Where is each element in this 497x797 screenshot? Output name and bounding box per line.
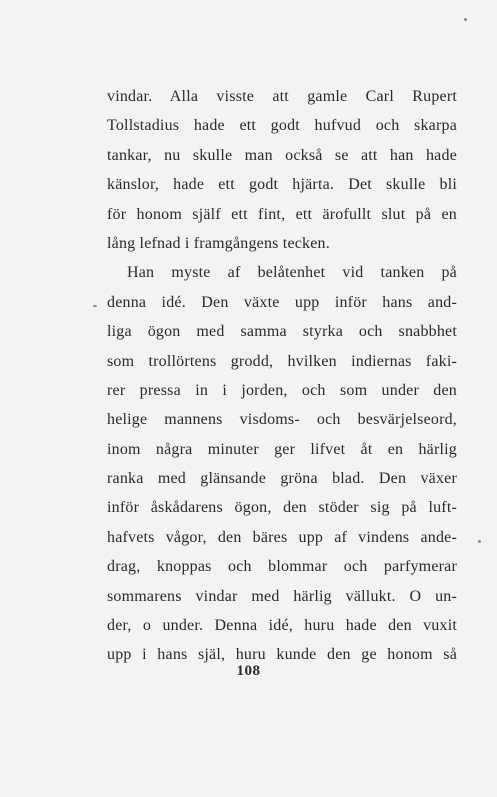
- body-text: [107, 82, 457, 670]
- text-line-1: vindar. Alla visste att gamle Carl Rupert: [107, 88, 457, 105]
- text-line-17: drag, knoppas och blommar och parfymerar: [107, 558, 457, 576]
- text-line-16: hafvets vågor, den bäres upp af vindens ande-: [107, 528, 457, 546]
- text-line-3: tankar, nu skulle man också se att han hade: [107, 146, 457, 164]
- text-line-19: der, o under. Denna idé, huru hade den vuxit: [107, 617, 457, 635]
- text-line-12: helige mannens visdoms- och besvärjelseord,: [107, 411, 457, 429]
- text-line-8: denna idé. Den växte upp inför hans and-: [107, 293, 457, 311]
- text-line-18: sommarens vindar med härlig vällukt. O un-: [107, 587, 457, 605]
- paper-speck: [478, 540, 481, 543]
- text-line-9: liga ögon med samma styrka och snabbhet: [107, 323, 457, 341]
- text-line-20: upp i hans själ, huru kunde den ge honom så: [107, 646, 457, 664]
- text-line-6: lång lefnad i framgångens tecken.: [107, 234, 330, 252]
- page-number: 108: [236, 663, 261, 679]
- text-line-13: inom några minuter ger lifvet åt en härlig: [107, 440, 457, 458]
- text-line-5: för honom själf ett fint, ett ärofullt slut på en: [107, 205, 457, 223]
- text-line-2: Tollstadius hade ett godt hufvud och skarpa: [107, 117, 457, 135]
- text-line-10: som trollörtens grodd, hvilken indiernas faki-: [107, 352, 457, 370]
- text-line-11: rer pressa in i jorden, och som under den: [107, 381, 457, 399]
- paper-speck: [464, 18, 467, 21]
- text-line-7: Han myste af belåtenhet vid tanken på: [127, 264, 457, 282]
- text-line-4: känslor, hade ett godt hjärta. Det skulle bli: [107, 176, 457, 194]
- text-line-14: ranka med glänsande gröna blad. Den växer: [107, 470, 457, 488]
- text-line-15: inför åskådarens ögon, den stöder sig på luft-: [107, 499, 457, 517]
- paper-speck: [93, 305, 97, 307]
